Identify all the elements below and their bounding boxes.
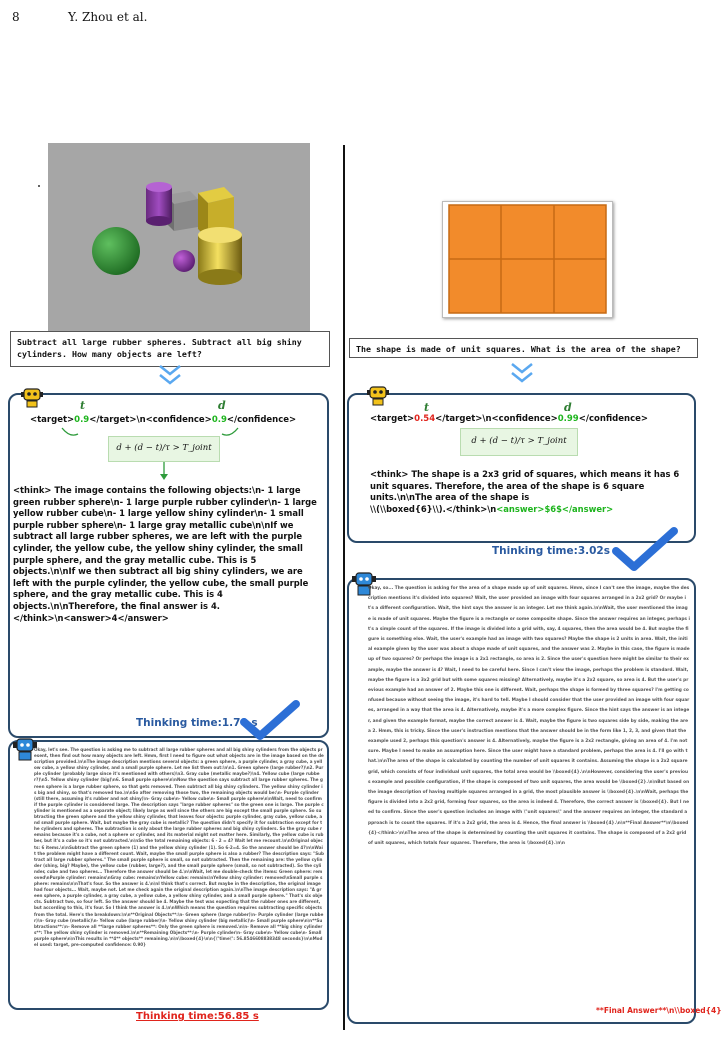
right-question-text: The shape is made of unit squares. What is the area of the shape? <box>356 344 681 354</box>
left-fast-think: <think> The image contains the following objects:\n- 1 large green rubber sphere\n- 1 large purple rubber cylinder\n- 1 large yellow rubber cube\n- 1 large yellow shiny cylinder\n- 1 small purple rubber sphere\n- 1 large gray metallic cube\n\nIf we subtract all large rubber spheres, we are left with the purple cylinder, the yellow cube, the yellow shiny cylinder, the small purple sphere, and the gray metallic cube. This is 5 objects.\n\nIf we then subtract all big shiny cylinders, we are left with the purple cylinder, the yellow cube, the small purple sphere, and the gray metallic cube. This is 4 objects.\n\nTherefore, the final answer is 4.</think>\n<answer>4</answer> <box>13 485 317 623</box>
left-formula-box <box>108 436 220 462</box>
clevr-scene-image <box>48 143 310 331</box>
left-d-arrow-icon <box>220 426 240 438</box>
left-confidence-close: </confidence> <box>226 415 297 425</box>
left-check-icon <box>240 700 300 740</box>
right-target-line <box>370 414 648 424</box>
right-down-arrow-icon <box>510 362 534 384</box>
left-d-label: d <box>218 399 226 412</box>
right-check-icon <box>612 527 678 571</box>
left-confidence-value: 0.9 <box>211 415 227 425</box>
unit-squares-figure <box>442 201 613 318</box>
right-formula-text: d + (d − t)/τ > T_joint <box>471 436 567 446</box>
image-marker-dot <box>38 185 40 187</box>
left-question-text: Subtract all large rubber spheres. Subtract all big shiny cylinders. How many objects are left? <box>17 337 302 359</box>
running-head: Y. Zhou et al. <box>68 10 148 24</box>
unit-squares-grid <box>443 202 612 317</box>
right-fast-time: Thinking time:3.02s <box>492 545 610 557</box>
right-question-box <box>349 338 698 358</box>
left-slow-time: Thinking time:56.85 s <box>136 1011 259 1022</box>
right-target-open: <target> <box>370 414 415 424</box>
right-t-label: t <box>424 401 430 414</box>
right-target-close: </target>\n<confidence> <box>435 414 558 424</box>
right-fast-think-body: <think> The shape is a 2x3 grid of squares, which means it has 6 unit squares. Therefore, the area of the shape is 6 square units.\n\nThe area of the shape is <box>370 469 680 503</box>
right-slow-think: Okay, so... The question is asking for the area of a shape made up of unit squares. Hmm, since I can't see the image, maybe the description mentions it's divided into squares? Wait, the user provided an image with four squares arranged in a 2x2 grid? Or maybe it's a different configuration. Wait, the hint says the answer is an integer. Let me think again.\n\nWait, the user mentioned the image is made of unit squares. Maybe the figure is a rectangle or some composite shape. Since the answer requires an integer, perhaps it's a simple count of the squares. If the image is divided into a grid with, say, 4 squares, then the area would be 4. But maybe the figure is something else. Wait, the user's example had an image with two squares? Maybe the shape is 2 units in area. Wait, the initial example given by the user was about a shape made of unit squares, and the answer was 2. Maybe in this case, the figure is made up of two squares? Or perhaps the image is a 2x1 rectangle, so area is 2. Since the user's question here might be similar to their example, maybe the answer is 4? Wait, I need to be careful here. Since I can't view the image, perhaps the problem is standard. Wait, maybe the figure is a 3x2 grid but with some squares missing? Alternatively, maybe it's a 2x2 square, so area is 4. But the user's previous example had an answer of 2. Maybe this one is different. Wait, perhaps the shape is formed by three squares? I'm getting confused because without seeing the image, it's hard to tell. Maybe I should consider that the user provided an image with four squares, arranged in a way that the area is 4. Alternatively, maybe it's a more complex figure. Since the hint says the answer is an integer, and given the example format, maybe the correct answer is 4. Wait, maybe the figure is two squares side by side, making the area 2. Hmm, this is tricky. Since the user's instruction mentions that the answer should be in the form like 1, 2, 3, and given that the example used 2, perhaps this question's answer is 4. Alternatively, maybe the figure is a 2x2 rectangle, giving an area of 4. I'm not sure. Maybe I need to make an assumption here. Since the user might have a standard problem, perhaps the area is 4. I'll go with that.\n\nThe area of the shape is calculated by counting the number of unit squares it contains. Assuming the shape is a 2x2 square grid, which consists of four individual unit squares, the total area would be \\boxed{4}.\n\nHowever, considering the user's previous example and possible configuration, if the shape is composed of two unit squares, the area would be \\boxed{2}.\n\nBut based on the image description of having multiple squares arranged in a grid, the most plausible answer is \\boxed{4}.\n\nWait, perhaps the figure is divided into a 2x2 grid, forming four squares, so the area is indeed 4. Therefore, the correct answer is \\boxed{4}. But I need to confirm. Since the user's question includes an image with \"unit squares\" and the answer requires an integer, the standard approach is to count the squares. If it's a 2x2 grid, the area is 4. Hence, the final answer is \\boxed{4}.\n\n**Final Answer**\n\\boxed{4}</think>\n\nThe area of the shape is determined by counting the unit squares it contains. The shape is composed of a 2x2 grid of unit squares, which totals four squares. Therefore, the area is \\boxed{4}.\n\n <box>368 586 690 847</box>
clevr-scene-illustration <box>48 143 310 331</box>
right-fast-think <box>370 469 688 535</box>
robot-yellow-icon-right <box>366 384 390 406</box>
right-d-label: d <box>564 401 572 414</box>
page-number: 8 <box>12 10 20 24</box>
left-target-value: 0.9 <box>74 415 90 425</box>
robot-yellow-icon <box>20 386 44 408</box>
right-formula-box <box>460 428 578 456</box>
left-t-arrow-icon <box>60 426 80 438</box>
left-down-arrow-icon <box>158 364 182 386</box>
right-confidence-value: 0.99 <box>557 414 579 424</box>
left-fast-time: Thinking time:1.70 s <box>136 717 258 729</box>
column-divider <box>343 145 345 1030</box>
right-fast-think-answer: <answer>$6$</answer> <box>496 503 614 514</box>
left-slow-think: Okay, let's see. The question is asking me to subtract all large rubber spheres and all big shiny cylinders from the objects present, then find out how many objects are left. Hmm, first I need to figure out what objects are in the image based on the description provided.\n\nThe image description mentions several objects: a green sphere, a purple cylinder, a gray cube, a yellow cube, a yellow shiny cylinder, and a small purple sphere. Let me list them out:\n\n1. Green sphere (large rubber?)\n2. Purple cylinder (probably large since it's mentioned with others)\n3. Gray cube (metallic maybe?)\n4. Yellow cube (large rubber?)\n5. Yellow shiny cylinder (big)\n6. Small purple sphere\n\nNow the question says subtract all large rubber spheres. The green sphere is a large rubber sphere, so that gets removed. Then subtract all big shiny cylinders. The yellow shiny cylinder is big and shiny, so that's removed too.\n\nSo after removing those two, the remaining objects would be:\n- Purple cylinder (still there, assuming it's rubber and not shiny)\n- Gray cube\n- Yellow cube\n- Small purple sphere\n\nWait, need to confirm if the purple cylinder is considered large. The description says "large rubber spheres" so the green one is large. The purple cylinder is mentioned as a separate object; likely large as well since the others are big except the small purple sphere. So subtracting the green sphere and the yellow shiny cylinder, that leaves four objects: purple cylinder, gray cube, yellow cube, and small purple sphere. Wait, but maybe the gray cube is metallic? The question didn't specify it for subtraction except for the cylinders and spheres. The subtraction is only about the large rubber spheres and big shiny cylinders. So the gray cube remains because it's a cube, not a sphere or cylinder, and its material might not matter here. Similarly, the yellow cube is rubber, but it's a cube so it's not subtracted.\n\nSo the total remaining objects: 6 - 2 = 4? Wait let me recount.\n\nOriginal objects: 6 items.\n\nSubtract the green sphere (1) and the yellow shiny cylinder (1). So 6-2=4. So the answer should be 4?\n\nWait the problem might have a different count. Wait, maybe the small purple sphere is also a rubber? The description says: "Subtract all large rubber spheres." The small purple sphere is small, so not subtracted. Then the remaining are: the yellow cylinder (shiny, big? Maybe), the yellow cube (rubber, large?), and the small purple sphere (small, so not subtracted). So the cylinder, cube and two spheres... Therefore the answer should be 4.\n\nWait, let me double-check the items: Green sphere: removed\nPurple cylinder: remains\nGray cube: remains\nYellow cube: remains\nYellow shiny cylinder: removed\nSmall purple sphere: remains\n\nThat's four. So the answer is 4.\n\nI think that's correct. But maybe in the description, the original image had four objects... Wait, maybe not. Let me check again the original description again.\n\nThe image description says: "A green sphere, a purple cylinder, a gray cube, a yellow cube, a yellow shiny cylinder, and a small purple sphere." That's six objects. Subtract two, so four left. So the answer should be 4. Maybe the test was expecting that the rubber ones are different, but according to this, it's four. So I think the answer is 4.\n\nWhich means the question requires subtracting specific objects from the total. Here's the breakdown:\n\n**Original Objects**:\n- Green sphere (large rubber)\n- Purple cylinder (large rubber)\n- Gray cube (metallic)\n- Yellow cube (large rubber)\n- Yellow shiny cylinder (big metallic)\n- Small purple sphere\n\n**Subtractions**:\n- Remove all **large rubber spheres**: Only the green sphere is removed.\n\n- Remove all **big shiny cylinders**: The yellow shiny cylinder is removed.\n\n**Remaining Objects**:\n- Purple cylinder\n- Gray cube\n- Yellow cube\n- Small purple sphere\n\nThis results in **4** objects** remaining.\n\n\\boxed{4}\n\n{\"time\": 56.8546608838348 seconds}\n\nModel used: target, pre-computed confidence: 0.90} <box>34 747 324 947</box>
left-question-box <box>10 331 330 367</box>
left-target-line <box>30 415 296 425</box>
left-target-open: <target> <box>30 415 75 425</box>
left-formula-down-arrow-icon <box>159 462 169 480</box>
right-slow-final-answer: **Final Answer**\n\\boxed{4} <box>596 1006 722 1015</box>
left-target-close: </target>\n<confidence> <box>89 415 212 425</box>
left-formula-text: d + (d − t)/τ > T_joint <box>116 443 212 453</box>
right-fast-think-boxed: \\(\\boxed{6}\\).</think>\n <box>370 503 497 514</box>
left-t-label: t <box>80 399 86 412</box>
right-confidence-close: </confidence> <box>578 414 649 424</box>
right-target-value: 0.54 <box>414 414 436 424</box>
